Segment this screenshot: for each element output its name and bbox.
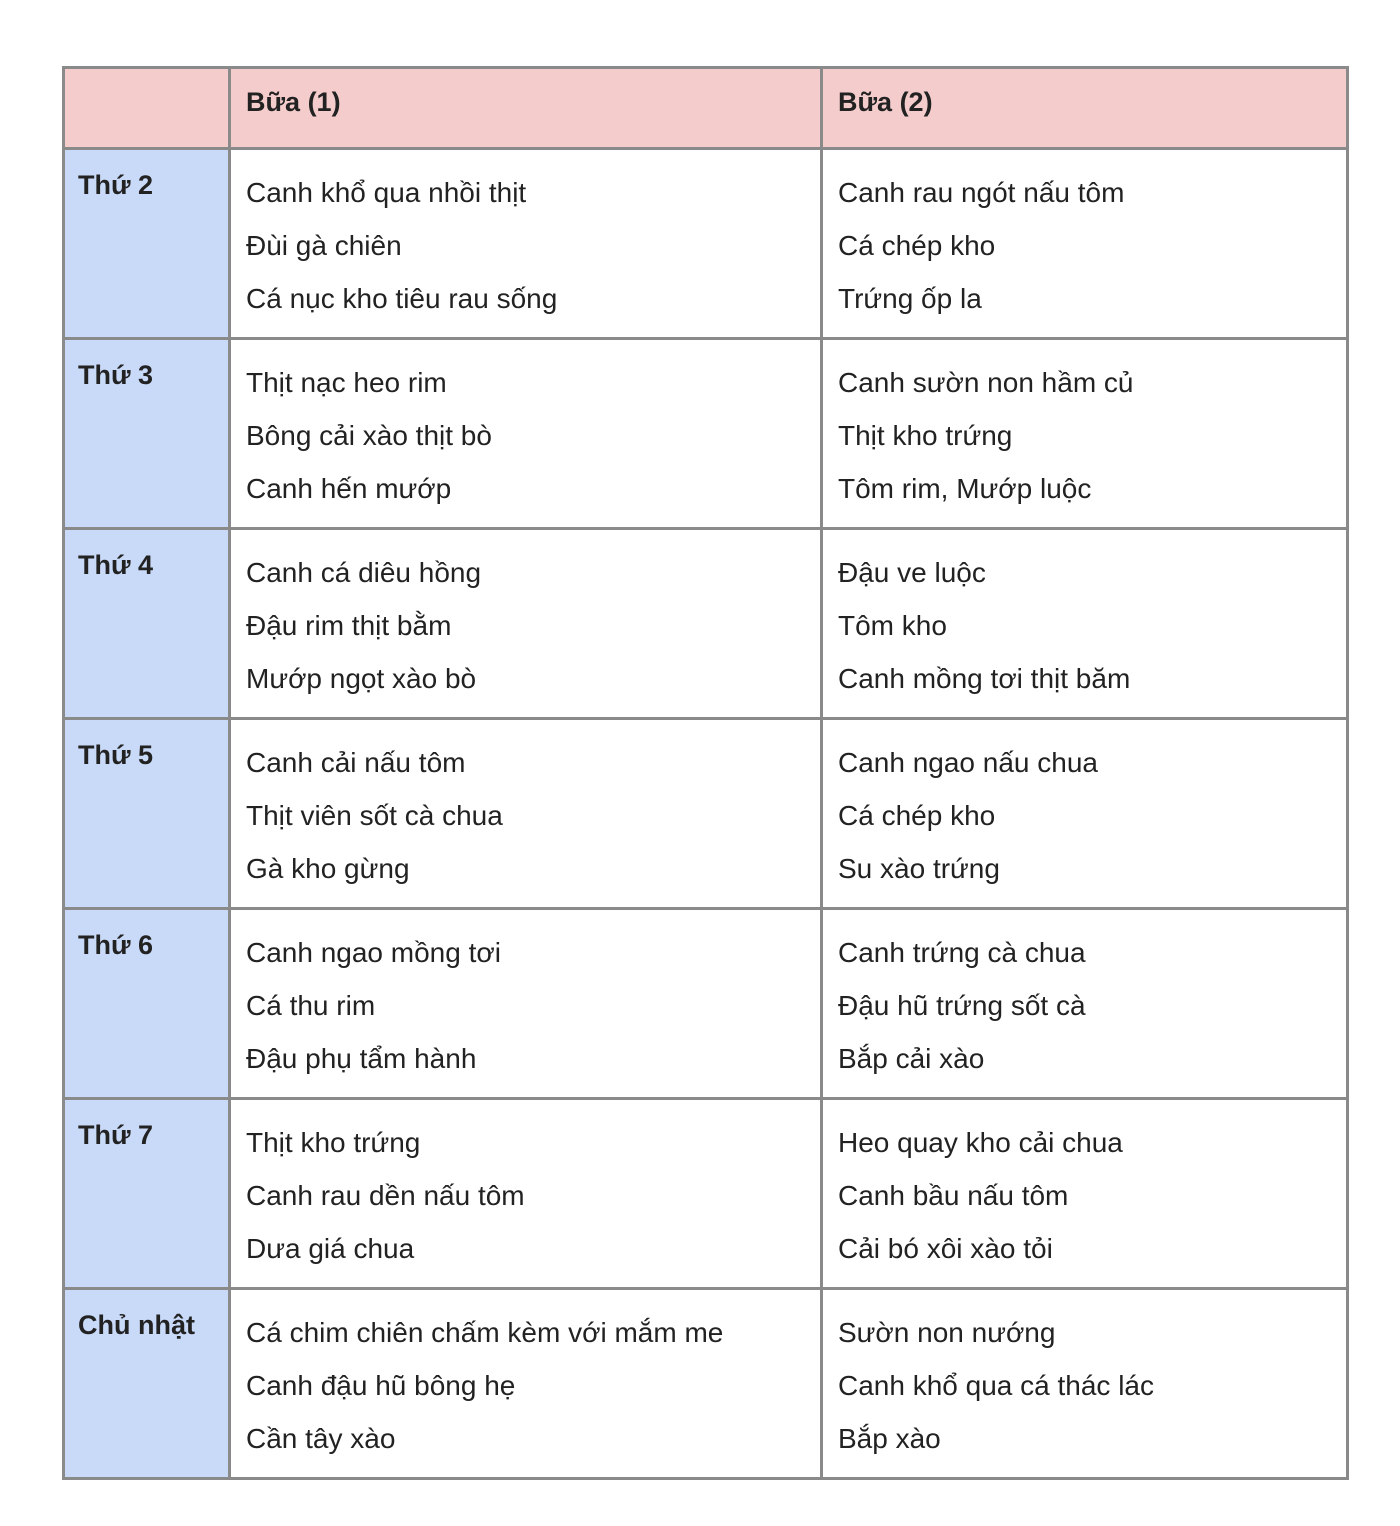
day-cell: Thứ 7 — [64, 1099, 230, 1289]
dish-item: Cá chép kho — [838, 230, 996, 261]
meal-1-cell — [230, 909, 822, 1099]
table-body — [64, 149, 1348, 1479]
day-cell: Chủ nhật — [64, 1289, 230, 1479]
dish-item: Canh đậu hũ bông hẹ — [246, 1370, 516, 1401]
dish-item: Mướp ngọt xào bò — [246, 663, 477, 694]
dish-item: Sườn non nướng — [838, 1317, 1056, 1348]
dish-item: Canh trứng cà chua — [838, 937, 1086, 968]
dish-item: Trứng ốp la — [838, 283, 982, 314]
dish-item: Canh rau ngót nấu tôm — [838, 177, 1125, 208]
dish-item: Thịt viên sốt cà chua — [246, 800, 503, 831]
dish-item: Bắp xào — [838, 1423, 941, 1454]
dish-item: Tôm kho — [838, 610, 947, 641]
meal-1-cell — [230, 339, 822, 529]
dish-item: Đậu ve luộc — [838, 557, 986, 588]
meal-1-cell — [230, 149, 822, 339]
table-row — [64, 719, 1348, 909]
day-cell: Thứ 3 — [64, 339, 230, 529]
dish-item: Đùi gà chiên — [246, 230, 402, 261]
dish-item: Bắp cải xào — [838, 1043, 985, 1074]
meal-2-cell — [822, 1099, 1348, 1289]
dish-item: Canh sườn non hầm củ — [838, 367, 1134, 398]
dish-item: Bông cải xào thịt bò — [246, 420, 492, 451]
table-row — [64, 529, 1348, 719]
dish-item: Cá chép kho — [838, 800, 996, 831]
dish-item: Canh mồng tơi thịt băm — [838, 663, 1131, 694]
dish-item: Canh cá diêu hồng — [246, 557, 482, 588]
table-row — [64, 339, 1348, 529]
dish-item: Dưa giá chua — [246, 1233, 415, 1264]
meal-1-cell — [230, 1289, 822, 1479]
header-row — [64, 68, 1348, 149]
meal-2-cell — [822, 1289, 1348, 1479]
meal-2-cell — [822, 529, 1348, 719]
dish-item: Thịt kho trứng — [246, 1127, 421, 1158]
header-corner — [64, 68, 230, 149]
dish-item: Heo quay kho cải chua — [838, 1127, 1123, 1158]
weekly-menu-table — [62, 66, 1349, 1480]
header-meal-1: Bữa (1) — [230, 68, 822, 149]
dish-item: Cá chim chiên chấm kèm với mắm me — [246, 1317, 724, 1348]
dish-item: Canh hến mướp — [246, 473, 452, 504]
meal-2-cell — [822, 909, 1348, 1099]
dish-item: Canh rau dền nấu tôm — [246, 1180, 525, 1211]
meal-2-cell — [822, 339, 1348, 529]
meal-1-cell — [230, 719, 822, 909]
dish-item: Su xào trứng — [838, 853, 1000, 884]
meal-1-cell — [230, 529, 822, 719]
dish-item: Canh cải nấu tôm — [246, 747, 466, 778]
day-cell: Thứ 6 — [64, 909, 230, 1099]
table-row — [64, 149, 1348, 339]
dish-item: Đậu hũ trứng sốt cà — [838, 990, 1086, 1021]
dish-item: Cá nục kho tiêu rau sống — [246, 283, 558, 314]
meal-2-cell — [822, 149, 1348, 339]
table-row — [64, 909, 1348, 1099]
meal-2-cell — [822, 719, 1348, 909]
table-row — [64, 1289, 1348, 1479]
table-row — [64, 1099, 1348, 1289]
dish-item: Đậu rim thịt bằm — [246, 610, 452, 641]
dish-item: Tôm rim, Mướp luộc — [838, 473, 1092, 504]
dish-item: Canh bầu nấu tôm — [838, 1180, 1069, 1211]
dish-item: Thịt kho trứng — [838, 420, 1013, 451]
dish-item: Canh khổ qua nhồi thịt — [246, 177, 527, 208]
dish-item: Canh ngao mồng tơi — [246, 937, 501, 968]
day-cell: Thứ 5 — [64, 719, 230, 909]
dish-item: Cá thu rim — [246, 990, 376, 1021]
meal-1-cell — [230, 1099, 822, 1289]
day-cell: Thứ 2 — [64, 149, 230, 339]
dish-item: Canh khổ qua cá thác lác — [838, 1370, 1154, 1401]
dish-item: Đậu phụ tẩm hành — [246, 1043, 477, 1074]
day-cell: Thứ 4 — [64, 529, 230, 719]
dish-item: Cần tây xào — [246, 1423, 396, 1454]
dish-item: Gà kho gừng — [246, 853, 410, 884]
header-meal-2: Bữa (2) — [822, 68, 1348, 149]
dish-item: Cải bó xôi xào tỏi — [838, 1233, 1053, 1264]
dish-item: Thịt nạc heo rim — [246, 367, 447, 398]
dish-item: Canh ngao nấu chua — [838, 747, 1098, 778]
